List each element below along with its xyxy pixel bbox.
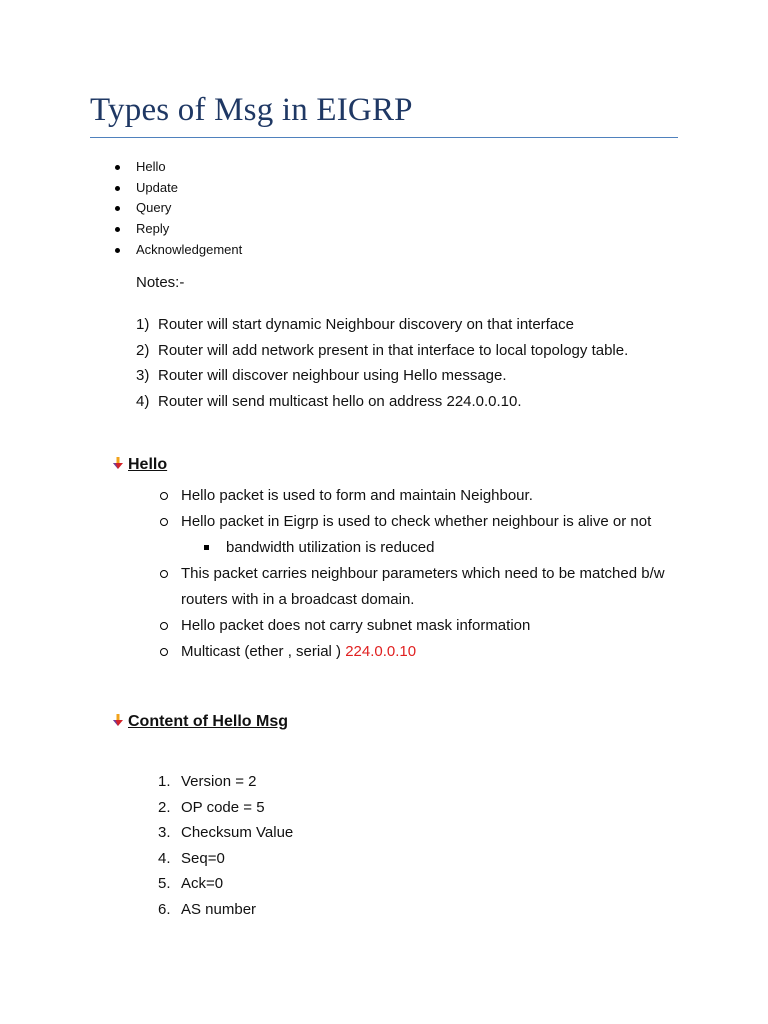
- list-item: 2) Router will add network present in that interface to local topology table.: [136, 341, 629, 359]
- list-item: Hello: [112, 157, 242, 178]
- list-item: Query: [112, 198, 242, 219]
- bullet-icon: [115, 206, 120, 211]
- list-item: Hello packet does not carry subnet mask information: [158, 613, 678, 639]
- bullet-icon: [115, 165, 120, 170]
- list-item: Reply: [112, 219, 242, 240]
- bullet-icon: [115, 186, 120, 191]
- list-item: bandwidth utilization is reduced: [158, 535, 678, 561]
- bullet-icon: [115, 248, 120, 253]
- hello-points-list: [158, 483, 678, 665]
- list-item: 4. Seq=0: [158, 849, 225, 867]
- list-item: Hello packet is used to form and maintain Neighbour.: [158, 483, 678, 509]
- hello-content-list: [158, 769, 293, 923]
- square-bullet-icon: [204, 545, 209, 550]
- circle-bullet-icon: [160, 518, 168, 526]
- list-item: 3. Checksum Value: [158, 824, 294, 842]
- arrow-down-icon: [112, 713, 124, 727]
- list-item: 6. AS number: [158, 900, 257, 918]
- circle-bullet-icon: [160, 492, 168, 500]
- list-item: 4) Router will send multicast hello on address 224.0.0.10.: [136, 392, 522, 410]
- list-item: 3) Router will discover neighbour using Hello message.: [136, 367, 507, 384]
- arrow-down-icon: [112, 456, 124, 470]
- page-title: Types of Msg in EIGRP: [90, 92, 413, 128]
- notes-list: [136, 312, 628, 414]
- hello-section-heading: Hello: [112, 456, 167, 474]
- list-item: 5. Ack=0: [158, 875, 224, 893]
- circle-bullet-icon: [160, 648, 168, 656]
- list-item: Multicast (ether , serial ) 224.0.0.10: [158, 639, 678, 665]
- circle-bullet-icon: [160, 570, 168, 578]
- circle-bullet-icon: [160, 622, 168, 630]
- message-types-list: [112, 157, 242, 260]
- notes-label: Notes:-: [136, 274, 185, 291]
- list-item: 1) Router will start dynamic Neighbour discovery on that interface: [136, 316, 575, 333]
- content-section-heading: Content of Hello Msg: [112, 713, 288, 731]
- list-item: Hello packet in Eigrp is used to check whether neighbour is alive or not: [158, 509, 678, 535]
- list-item: 1. Version = 2: [158, 773, 257, 790]
- multicast-address: 224.0.0.10: [345, 643, 417, 660]
- bullet-icon: [115, 227, 120, 232]
- title-divider: [90, 137, 678, 138]
- list-item: This packet carries neighbour parameters which need to be matched b/w routers with in a broadcast domain.: [158, 561, 678, 613]
- list-item: 2. OP code = 5: [158, 798, 265, 816]
- list-item: Update: [112, 178, 242, 199]
- list-item: Acknowledgement: [112, 240, 242, 261]
